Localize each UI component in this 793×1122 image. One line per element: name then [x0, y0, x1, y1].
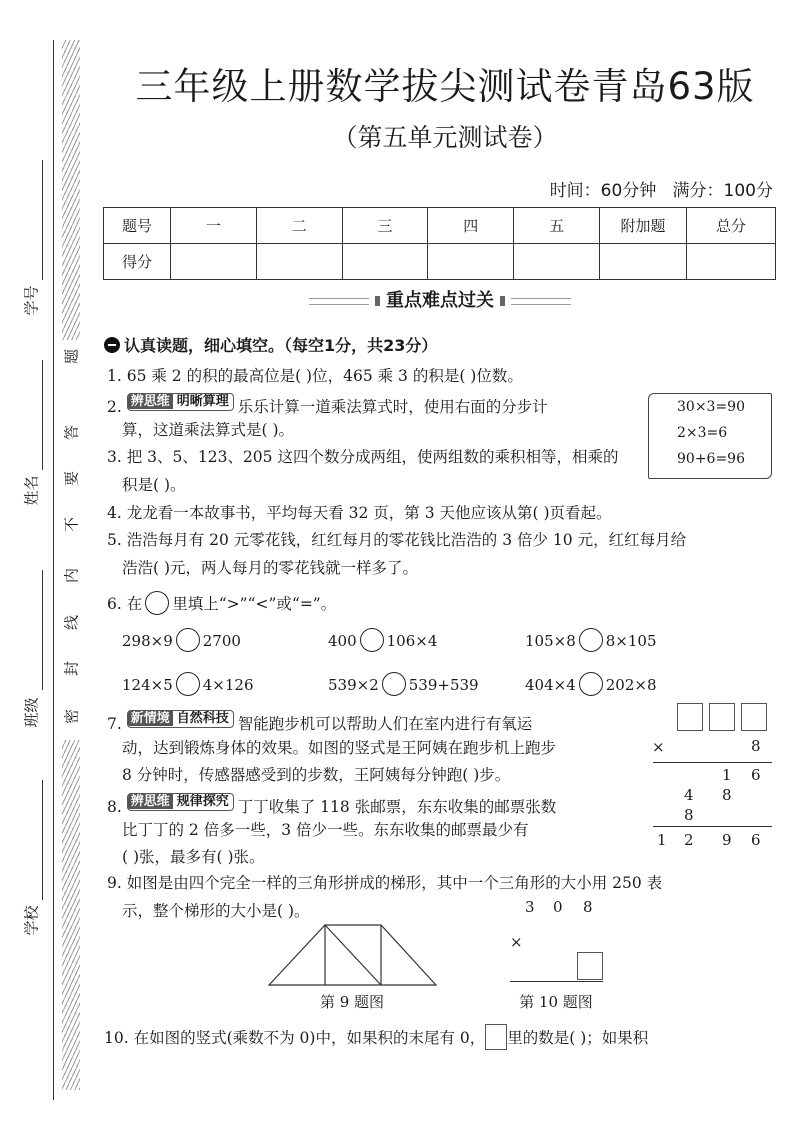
question-tag: 辨思维 规律探究	[127, 793, 234, 811]
question-5: 5. 浩浩每月有 20 元零花钱，红红每月的零花钱比浩浩的 3 倍少 10 元，红红每月给	[107, 531, 687, 549]
digit: 8	[684, 806, 694, 824]
score-cell[interactable]	[171, 244, 257, 280]
answer-box[interactable]	[485, 1024, 507, 1050]
digit: 0	[553, 898, 563, 916]
question-7: 7. 新情境 自然科技 智能跑步机可以帮助人们在室内进行有氧运	[107, 711, 533, 733]
question-8: 8. 辨思维 规律探究 丁丁收集了 118 张邮票，东东收集的邮票张数	[107, 794, 557, 816]
name-label: 姓名	[22, 475, 41, 506]
class-line[interactable]	[42, 570, 43, 690]
rule	[653, 762, 772, 763]
question-2: 2. 辨思维 明晰算理 乐乐计算一道乘法算式时，使用右面的分步计	[107, 394, 548, 416]
seal-char: 题	[62, 349, 81, 365]
score-cell[interactable]	[600, 244, 687, 280]
name-line[interactable]	[42, 360, 43, 470]
seal-char: 要	[62, 471, 81, 487]
triangle-edge	[325, 925, 381, 985]
digit-box[interactable]	[677, 703, 703, 731]
times-sign: ×	[510, 933, 523, 951]
section-banner	[280, 286, 600, 312]
seal-char: 不	[62, 517, 81, 533]
trapezoid-figure	[260, 915, 450, 990]
hatch-strip-top	[62, 40, 80, 340]
student-id-line[interactable]	[42, 160, 43, 280]
times-sign: ×	[652, 738, 665, 756]
score-cell[interactable]	[256, 244, 342, 280]
scroll-calculation	[648, 393, 772, 479]
binding-line	[53, 40, 54, 1100]
digit: 9	[722, 831, 732, 849]
rule	[653, 826, 772, 827]
score-cell[interactable]	[514, 244, 600, 280]
digit: 1	[722, 766, 732, 784]
header-cell: 附加题	[600, 208, 687, 244]
seal-char: 线	[62, 615, 81, 631]
compare-item[interactable]: 404×4 202×8	[525, 672, 657, 696]
section-heading	[104, 333, 437, 356]
digit: 8	[722, 786, 732, 804]
question-1: 1. 65 乘 2 的积的最高位是( )位，465 乘 3 的积是( )位数。	[107, 367, 523, 385]
question-tag: 新情境 自然科技	[127, 710, 234, 728]
full-score: 满分：100分	[672, 181, 773, 201]
digit: 3	[525, 898, 535, 916]
score-table-score-row	[104, 244, 776, 280]
question-7-cont: 动，达到锻炼身体的效果。如图的竖式是王阿姨在跑步机上跑步	[122, 739, 557, 757]
row-label: 得分	[104, 244, 171, 280]
question-4: 4. 龙龙看一本故事书，平均每天看 32 页，第 3 天他应该从第( )页看起。	[107, 504, 612, 522]
question-3: 3. 把 3、5、123、205 这四个数分成两组，使两组数的乘积相等，相乘的	[107, 448, 619, 466]
question-2-cont: 算，这道乘法算式是( )。	[122, 421, 295, 439]
seal-char: 答	[62, 425, 81, 441]
header-cell: 二	[256, 208, 342, 244]
time-limit: 时间：60分钟	[549, 181, 657, 201]
class-label: 班级	[22, 697, 41, 728]
student-id-label: 学号	[22, 285, 41, 316]
question-8-cont: 比丁丁的 2 倍多一些，3 倍少一些。东东收集的邮票最少有	[122, 821, 529, 839]
rule	[510, 981, 603, 982]
header-cell: 题号	[104, 208, 171, 244]
question-7-cont: 8 分钟时，传感器感受到的步数，王阿姨每分钟跑( )步。	[122, 766, 511, 784]
digit-box[interactable]	[741, 703, 767, 731]
question-10: 10. 在如图的竖式(乘数不为 0)中，如果积的末尾有 0， 里的数是( )；如果积	[104, 1024, 648, 1050]
seal-char: 封	[62, 661, 81, 677]
page-subtitle: （第五单元测试卷）	[332, 123, 558, 152]
school-label: 学校	[22, 905, 41, 936]
section-number-icon	[104, 337, 120, 353]
question-8-cont: ( )张，最多有( )张。	[122, 848, 265, 866]
multiplier-box[interactable]	[577, 952, 603, 980]
question-6: 6. 在 里填上“>”“<”或“=”。	[107, 591, 336, 615]
score-table	[103, 207, 776, 280]
compare-item[interactable]: 298×9 2700	[122, 628, 241, 652]
compare-item[interactable]: 105×8 8×105	[525, 628, 657, 652]
question-9-cont: 示，整个梯形的大小是( )。	[122, 902, 310, 920]
page-title: 三年级上册数学拔尖测试卷青岛63版	[135, 65, 755, 108]
seal-char: 密	[62, 709, 81, 725]
digit: 6	[751, 831, 761, 849]
header-cell: 三	[342, 208, 428, 244]
compare-item[interactable]: 124×5 4×126	[122, 672, 254, 696]
digit: 6	[751, 766, 761, 784]
score-cell[interactable]	[687, 244, 776, 280]
score-cell[interactable]	[342, 244, 428, 280]
header-cell: 四	[428, 208, 514, 244]
digit: 2	[684, 831, 694, 849]
banner-text: 重点难点过关	[386, 290, 494, 311]
digit: 4	[684, 786, 694, 804]
digit-box[interactable]	[709, 703, 735, 731]
figure-9-caption: 第 9 题图	[319, 993, 385, 1011]
compare-circle	[145, 591, 169, 615]
scroll-step: 2×3=6	[677, 425, 728, 441]
digit: 8	[751, 737, 761, 755]
question-9: 9. 如图是由四个完全一样的三角形拼成的梯形，其中一个三角形的大小用 250 表	[107, 874, 663, 892]
seal-char: 内	[62, 568, 81, 584]
school-line[interactable]	[42, 780, 43, 900]
score-table-header-row	[104, 208, 776, 244]
header-cell: 五	[514, 208, 600, 244]
exam-info	[550, 176, 773, 201]
compare-item[interactable]: 400 106×4	[328, 628, 437, 652]
question-5-cont: 浩浩( )元，两人每月的零花钱就一样多了。	[122, 559, 419, 577]
scroll-step: 90+6=96	[677, 451, 745, 467]
compare-item[interactable]: 539×2 539+539	[328, 672, 479, 696]
digit: 8	[583, 898, 593, 916]
question-tag: 辨思维 明晰算理	[127, 393, 234, 411]
hatch-strip-bottom	[62, 740, 80, 1090]
question-3-cont: 积是( )。	[122, 476, 186, 494]
figure-10-caption: 第 10 题图	[519, 993, 593, 1011]
digit: 1	[657, 831, 667, 849]
header-cell: 一	[171, 208, 257, 244]
header-cell: 总分	[687, 208, 776, 244]
score-cell[interactable]	[428, 244, 514, 280]
scroll-step: 30×3=90	[677, 399, 745, 415]
section-heading-text: 认真读题，细心填空。（每空1分，共23分）	[124, 336, 438, 355]
